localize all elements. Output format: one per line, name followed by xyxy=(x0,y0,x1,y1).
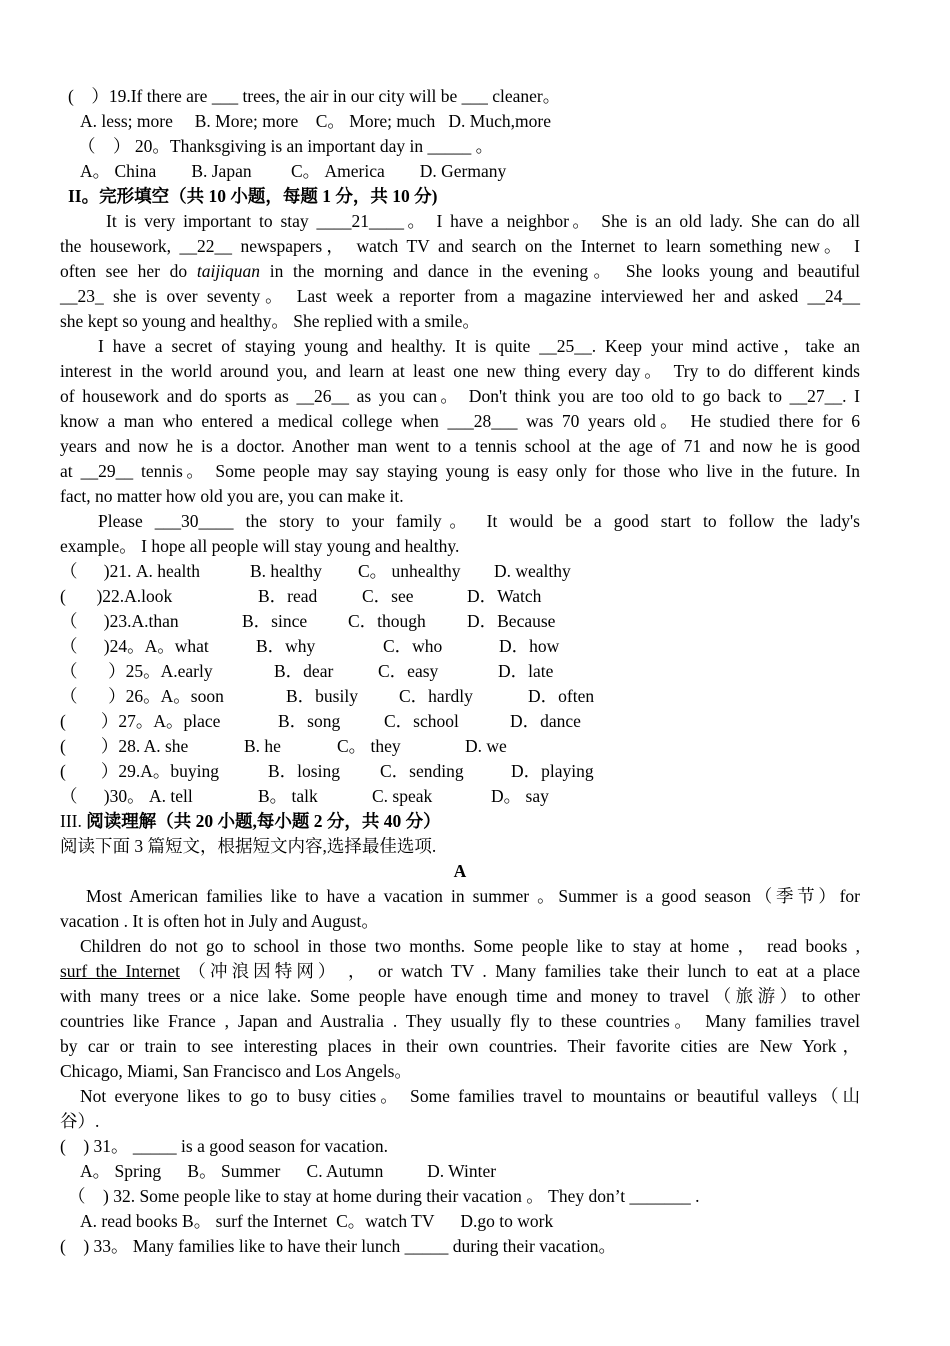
question-stem: （ ）25。A.early xyxy=(60,661,213,681)
question-stem: （ )24。A。what xyxy=(60,636,209,656)
passage-a-para1-line2: vacation . It is often hot in July and August。 xyxy=(60,911,379,931)
option-b: B. he xyxy=(244,736,281,756)
passage-a-para3-line2: 谷）. xyxy=(60,1111,100,1131)
passage-a-para2-line1: Children do not go to school in those two months. Some people like to stay at home ， read books , xyxy=(80,936,860,956)
option-d: D. we xyxy=(465,736,507,756)
cloze-para1-line3-end: in the morning and dance in the evening。 She looks young and beautiful xyxy=(260,261,861,281)
option-d: D．dance xyxy=(510,711,581,731)
question-stem: （ ）26。A。soon xyxy=(60,686,224,706)
cloze-para2-line7: fact, no matter how old you are, you can make it. xyxy=(60,486,404,506)
option-d: D．often xyxy=(528,686,595,706)
option-d: D．late xyxy=(498,661,554,681)
exam-page xyxy=(60,84,860,1259)
question-stem: ( )22.A.look xyxy=(60,586,173,606)
option-c: C。 unhealthy xyxy=(358,561,461,581)
option-c: C. speak xyxy=(372,786,433,806)
option-d: D．Watch xyxy=(467,586,542,606)
cloze-question-28 xyxy=(60,734,860,759)
question-20: （ ） 20。Thanksgiving is an important day in _____ 。 xyxy=(78,136,494,156)
option-c: C。 they xyxy=(337,736,401,756)
taijiquan-term: taijiquan xyxy=(196,261,261,281)
option-b: B．since xyxy=(242,611,308,631)
option-b: B。 talk xyxy=(258,786,318,806)
reading-heading-text: 阅读理解（共 20 小题,每小题 2 分，共 40 分） xyxy=(86,811,441,831)
option-b: B．busily xyxy=(286,686,358,706)
cloze-question-30 xyxy=(60,784,860,809)
question-stem: （ )23.A.than xyxy=(60,611,179,631)
question-32-options: A. read books B。 surf the Internet C。watch TV D.go to work xyxy=(80,1211,554,1231)
reading-heading xyxy=(60,809,860,834)
cloze-question-21 xyxy=(60,559,860,584)
cloze-question-24 xyxy=(60,634,860,659)
cloze-para1-line2: the housework, __22__ newspapers， watch TV and search on the Internet to learn something new。 I xyxy=(60,236,860,256)
cloze-para1-line4: __23_ she is over seventy。 Last week a reporter from a magazine interviewed her and asked __24__ xyxy=(60,286,860,306)
question-stem: （ )21. A. health xyxy=(60,561,200,581)
cloze-para2-line2: interest in the world around you, and learn at least one new thing every day。 Try to do different kinds xyxy=(60,361,860,381)
option-d: D．how xyxy=(499,636,560,656)
cloze-para2-line3: of housework and do sports as __26__ as you can。 Don't think you are too old to go back to __27__. I xyxy=(60,386,860,406)
option-c: C．easy xyxy=(378,661,439,681)
option-b: B. healthy xyxy=(250,561,322,581)
passage-a-para2-line2-rest: （冲浪因特网） ， or watch TV . Many families take their lunch to eat at a place xyxy=(179,961,861,981)
question-stem: （ )30。 A. tell xyxy=(60,786,193,806)
option-b: B．song xyxy=(278,711,341,731)
option-d: D. wealthy xyxy=(494,561,571,581)
cloze-para3-line1: Please ___30____ the story to your family。 It would be a good start to follow the lady's xyxy=(98,511,860,531)
question-33: ( ) 33。 Many families like to have their lunch _____ during their vacation。 xyxy=(60,1236,616,1256)
option-b: B．losing xyxy=(268,761,340,781)
question-19: ( ）19.If there are ___ trees, the air in our city will be ___ cleaner。 xyxy=(68,86,561,106)
cloze-question-23 xyxy=(60,609,860,634)
passage-a-para3-line1: Not everyone likes to go to busy cities。 Some families travel to mountains or beautiful valleys（山 xyxy=(80,1086,860,1106)
cloze-para1-line3 xyxy=(60,259,860,284)
cloze-para2-line1: I have a secret of staying young and healthy. It is quite __25__. Keep your mind active，take an xyxy=(98,336,860,356)
passage-label: A xyxy=(453,861,467,881)
reading-instruction: 阅读下面 3 篇短文，根据短文内容,选择最佳选项. xyxy=(60,836,437,856)
option-d: D。 say xyxy=(491,786,549,806)
option-b: B．read xyxy=(258,586,318,606)
cloze-para1-line3-start: often see her do xyxy=(60,261,197,281)
option-c: C．see xyxy=(362,586,414,606)
option-c: C．school xyxy=(384,711,459,731)
question-stem: ( ）28. A. she xyxy=(60,736,189,756)
passage-a-para2-line4: countries like France , Japan and Australia . They usually fly to these countries。 Many families travel xyxy=(60,1011,860,1031)
cloze-para3-line2: example。 I hope all people will stay young and healthy. xyxy=(60,536,460,556)
passage-a-para2-line5: by car or train to see interesting places in their own countries. Their favorite cities are New York， xyxy=(60,1036,860,1056)
option-b: B．why xyxy=(256,636,316,656)
reading-heading-number: III. xyxy=(60,811,87,831)
passage-a-para2-line6: Chicago, Miami, San Francisco and Los Angels。 xyxy=(60,1061,412,1081)
cloze-question-29 xyxy=(60,759,860,784)
passage-a-para2-line3: with many trees or a nice lake. Some people have enough time and money to travel（旅游）to other xyxy=(60,986,860,1006)
cloze-para2-line5: years and now he is a doctor. Another man went to a tennis school at the age of 71 and now he is good xyxy=(60,436,860,456)
question-31: ( ) 31。 _____ is a good season for vacation. xyxy=(60,1136,389,1156)
cloze-para1-line1: It is very important to stay ____21____。 I have a neighbor。 She is an old lady. She can do all xyxy=(106,211,860,231)
question-stem: ( ）29.A。buying xyxy=(60,761,219,781)
option-c: C．hardly xyxy=(399,686,473,706)
passage-a-para1-line1: Most American families like to have a vacation in summer 。Summer is a good season（季节）for xyxy=(86,886,860,906)
surf-the-internet-term: surf the Internet xyxy=(60,961,180,981)
cloze-question-22 xyxy=(60,584,860,609)
question-stem: ( ）27。A。place xyxy=(60,711,221,731)
question-32: （ ) 32. Some people like to stay at home during their vacation 。 They don’t _______ . xyxy=(68,1186,700,1206)
cloze-para1-line5: she kept so young and healthy。 She replied with a smile。 xyxy=(60,311,480,331)
cloze-question-25 xyxy=(60,659,860,684)
question-20-options: A。 China B. Japan C。 America D. Germany xyxy=(80,161,507,181)
passage-a-para2-line2 xyxy=(60,959,860,984)
question-19-options: A. less; more B. More; more C。 More; much D. Much,more xyxy=(80,111,551,131)
option-b: B．dear xyxy=(274,661,334,681)
option-c: C．though xyxy=(348,611,426,631)
cloze-question-26 xyxy=(60,684,860,709)
option-d: D．playing xyxy=(511,761,594,781)
cloze-para2-line6: at __29__ tennis。 Some people may say staying young is easy only for those who live in the future. In xyxy=(60,461,860,481)
question-31-options: A。 Spring B。 Summer C. Autumn D. Winter xyxy=(80,1161,497,1181)
option-d: D．Because xyxy=(467,611,556,631)
option-c: C．who xyxy=(383,636,443,656)
option-c: C．sending xyxy=(380,761,464,781)
cloze-heading: II。完形填空（共 10 小题，每题 1 分，共 10 分) xyxy=(68,186,438,206)
cloze-question-27 xyxy=(60,709,860,734)
cloze-para2-line4: know a man who entered a medical college when ___28___ was 70 years old。 He studied there for 6 xyxy=(60,411,860,431)
